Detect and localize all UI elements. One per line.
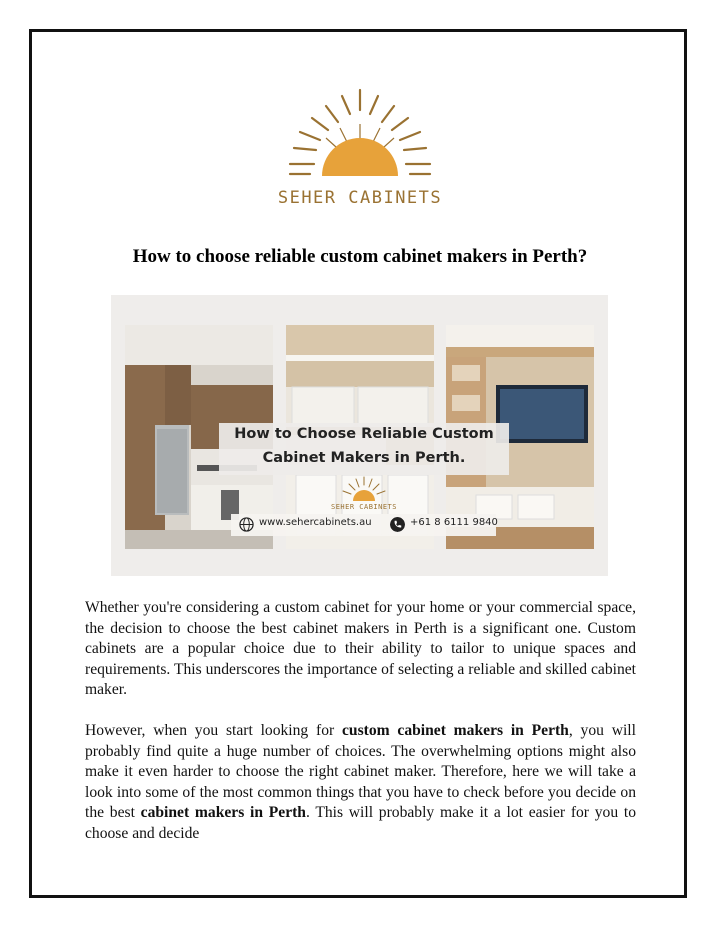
sunburst-logo-icon <box>270 84 450 188</box>
hero-mini-logo <box>329 475 399 517</box>
body-text-2: , you will probably find quite a huge number of choices. The overwhelming options might also make it even harder to choose the right cabinet maker. Therefore, here we will take a look into some of the most common things that you have to check before you decide on the best <box>85 722 636 821</box>
page-title: How to choose reliable custom cabinet makers in Perth? <box>132 246 588 267</box>
hero-website: www.sehercabinets.au <box>259 517 372 528</box>
brand-name: SEHER CABINETS <box>277 188 443 208</box>
body-text-3: . This will probably make it a lot easier for you to choose and decide <box>85 804 636 842</box>
keyword-custom-cabinet-makers: custom cabinet makers in Perth <box>341 722 569 739</box>
brand-logo <box>270 84 450 214</box>
body-text-1: However, when you start looking for <box>85 722 342 739</box>
intro-paragraph: Whether you're considering a custom cabinet for your home or your commercial space, the decision to choose the best cabinet makers in Perth is a significant one. Custom cabinets are a popular choice due to their ability to tailor to unique spaces and requirements. This underscores the importance of selecting a reliable and skilled cabinet maker. <box>85 599 636 698</box>
hero-phone: +61 8 6111 9840 <box>410 517 498 528</box>
mini-sunburst-icon <box>329 475 399 505</box>
hero-mini-logo-text: SEHER CABINETS <box>330 503 397 511</box>
globe-icon <box>239 517 254 532</box>
keyword-cabinet-makers: cabinet makers in Perth <box>140 804 306 821</box>
hero-banner-line-2: Cabinet Makers in Perth. <box>262 450 466 466</box>
phone-icon <box>390 517 405 532</box>
body-paragraph <box>85 721 636 844</box>
hero-image <box>111 295 608 576</box>
hero-banner-line-1: How to Choose Reliable Custom <box>234 426 494 442</box>
